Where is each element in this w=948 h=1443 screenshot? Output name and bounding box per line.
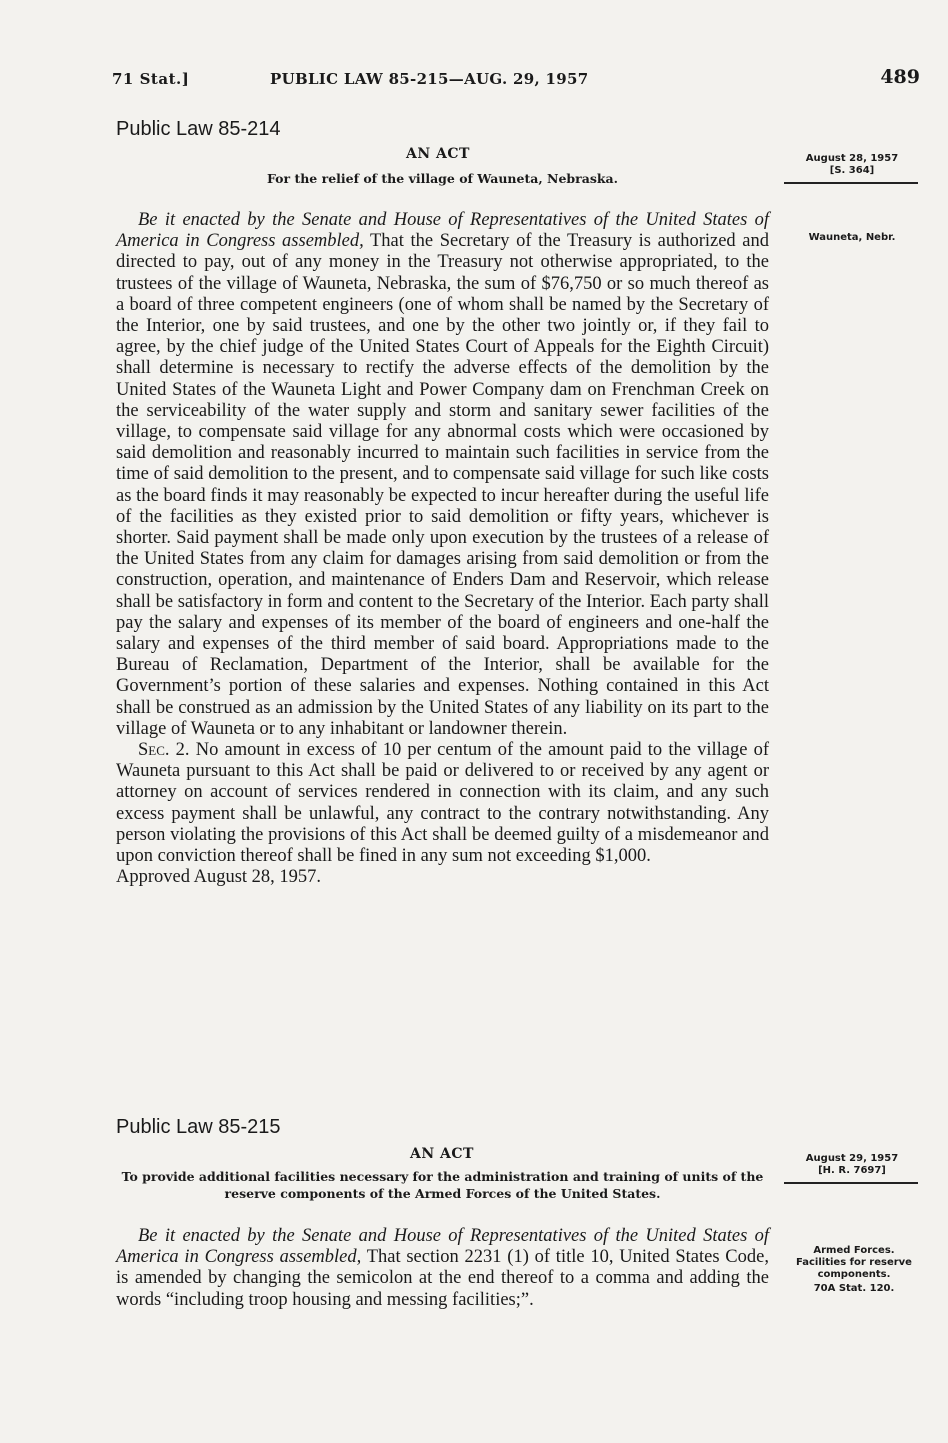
law2-body [116, 1226, 769, 1311]
volume-citation: 71 Stat.] [112, 70, 190, 88]
approval-date: Approved August 28, 1957. [116, 867, 322, 888]
margin-subject: Wauneta, Nebr. [808, 232, 896, 243]
margin-date: August 28, 1957 [805, 153, 899, 164]
margin-bill-number: [H. R. 7697] [818, 1165, 886, 1176]
running-header [112, 66, 920, 96]
act-purpose: To provide additional facilities necessary for the administration and training of units of the reserve components of the Armed Forces of the United States. [121, 1169, 764, 1201]
margin-subject: Facilities for reserve components. [796, 1257, 912, 1280]
margin-date: August 29, 1957 [805, 1153, 899, 1164]
enacting-clause: Be it enacted by the Senate and House of Representatives of the United States of America in Congress assembled, [116, 1226, 769, 1268]
section-1 [116, 1226, 769, 1311]
margin-subject: Armed Forces. [813, 1245, 895, 1256]
act-label: AN ACT [406, 146, 470, 162]
section-1-text: That the Secretary of the Treasury is authorized and directed to pay, out of any money in the Treasury not otherwise appropriated, to the trustees of the village of Wauneta, Nebraska, the sum of $76,750 or so much thereof as a board of three competent engineers (one of whom shall be named by the Secretary of the Interior, one by said trustees, and one by the other two jointly or, if they fail to agree, by the chief judge of the United States Court of Appeals for the Eighth Circuit) shall determine is necessary to rectify the adverse effects of the demolition by the United States of the Wauneta Light and Power Company dam on Frenchman Creek on the serviceability of the water supply and storm and sanitary sewer facilities of the village, to compensate said village for any abnormal costs which were occasioned by said demolition and reasonably incurred to maintain such facilities in service from the time of said demolition to the present, and to compensate said village for such like costs as the board finds it may reasonably be expected to incur hereafter during the useful life of the facilities as they existed prior to said demolition or fifty years, whichever is shorter. Said payment shall be made only upon execution by the trustees of a release of the United States from any claim for damages arising from said demolition or from the construction, operation, and maintenance of Enders Dam and Reservoir, which release shall be satisfactory in form and content to the Secretary of the Interior. Each party shall pay the salary and expenses of its member of the board of engineers and one-half the salary and expenses of the third member of said board. Appropriations made to the Bureau of Reclamation, Department of the Interior, shall be available for the Government’s portion of these salaries and expenses. Nothing contained in this Act shall be construed as an admission by the United States of any liability on its part to the village of Wauneta or to any inhabitant or landowner therein. [116, 231, 769, 739]
law-number-85-214: Public Law 85-214 [116, 118, 281, 140]
margin-rule [784, 182, 918, 184]
section-2 [116, 740, 769, 867]
margin-rule [784, 1182, 918, 1184]
margin-bill-number: [S. 364] [829, 165, 875, 176]
act-purpose: For the relief of the village of Wauneta, Nebraska. [266, 171, 618, 186]
section-1-text: That section 2231 (1) of title 10, United States Code, is amended by changing the semicolon at the end thereof to a comma and adding the words “including troop housing and messing facilities;”. [116, 1247, 769, 1310]
law1-body [116, 210, 769, 889]
enacting-clause: Be it enacted by the Senate and House of Representatives of the United States of America in Congress assembled, [116, 210, 769, 252]
page-number: 489 [880, 66, 920, 88]
section-2-text: No amount in excess of 10 per centum of the amount paid to the village of Wauneta pursuant to this Act shall be paid or delivered to or received by any agent or attorney on account of services rendered in connection with its claim, and any such excess payment shall be unlawful, any contract to the contrary notwithstanding. Any person violating the provisions of this Act shall be deemed guilty of a misdemeanor and upon conviction thereof shall be fined in any sum not exceeding $1,000. [116, 740, 769, 867]
act-label: AN ACT [410, 1146, 474, 1162]
section-2-label: Sec. 2. [138, 740, 190, 761]
law-number-85-215: Public Law 85-215 [116, 1116, 281, 1138]
margin-citation: 70A Stat. 120. [813, 1283, 895, 1294]
header-title: PUBLIC LAW 85-215—AUG. 29, 1957 [270, 70, 589, 88]
section-1 [116, 210, 769, 740]
